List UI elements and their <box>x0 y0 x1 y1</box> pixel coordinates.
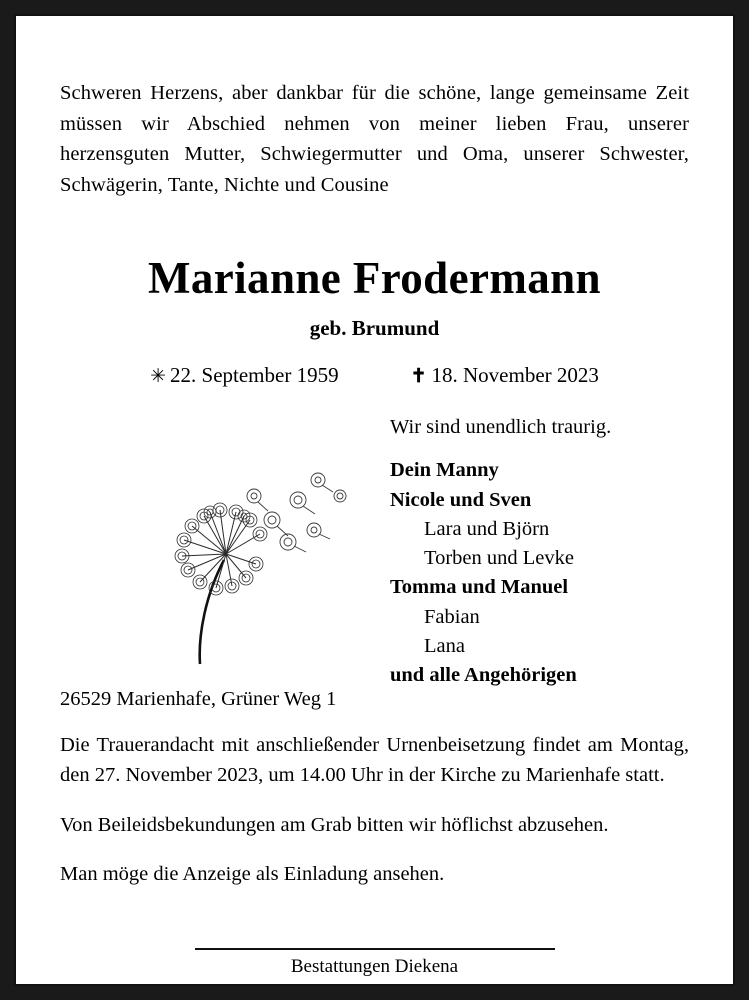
footer <box>16 948 733 978</box>
middle-section <box>60 414 689 687</box>
birth-date-block <box>150 363 338 388</box>
mourner-item: Lara und Björn <box>424 517 550 540</box>
mourner-item: Torben und Levke <box>424 547 574 570</box>
life-dates <box>60 363 689 388</box>
mourning-lead: Wir sind unendlich traurig. <box>390 416 612 439</box>
star-icon: ✳ <box>150 366 167 388</box>
mourner-item: Nicole und Sven <box>390 488 532 511</box>
death-date-block <box>411 363 599 388</box>
footer-divider <box>195 948 555 950</box>
mourner-item: Tomma und Manuel <box>390 576 569 599</box>
funeral-home-name: Bestattungen Diekena <box>290 956 459 977</box>
cross-icon: ✝ <box>410 366 427 388</box>
obituary-frame <box>14 14 735 986</box>
intro-text: Schweren Herzens, aber dankbar für die schöne, lange gemeinsame Zeit müssen wir Abschied nehmen von meiner lieben Frau, unserer herzensguten Mutter, Schwiegermutter und Oma, unserer Schwester, Schwägerin, Tante, Nichte und Cousine <box>60 82 689 196</box>
mourner-item: Lana <box>424 634 465 657</box>
deceased-name: Marianne Frodermann <box>148 253 601 304</box>
mourner-item: Dein Manny <box>390 459 499 482</box>
address-line: 26529 Marienhafe, Grüner Weg 1 <box>60 688 337 711</box>
invitation-note: Man möge die Anzeige als Einladung ansehen. <box>60 863 445 886</box>
birth-date: 22. September 1959 <box>170 363 339 388</box>
maiden-name: geb. Brumund <box>309 316 440 341</box>
dandelion-icon <box>102 434 382 674</box>
mourner-item: Fabian <box>424 605 480 628</box>
death-date: 18. November 2023 <box>431 363 599 388</box>
service-details: Die Trauerandacht mit anschließender Urnenbeisetzung findet am Montag, den 27. November 2023, um 14.00 Uhr in der Kirche zu Marienhafe statt. <box>60 734 689 786</box>
mourner-item: und alle Angehörigen <box>390 664 577 687</box>
condolence-note: Von Beileidsbekundungen am Grab bitten wir höflichst abzusehen. <box>60 813 609 836</box>
mourners-list <box>390 414 690 691</box>
